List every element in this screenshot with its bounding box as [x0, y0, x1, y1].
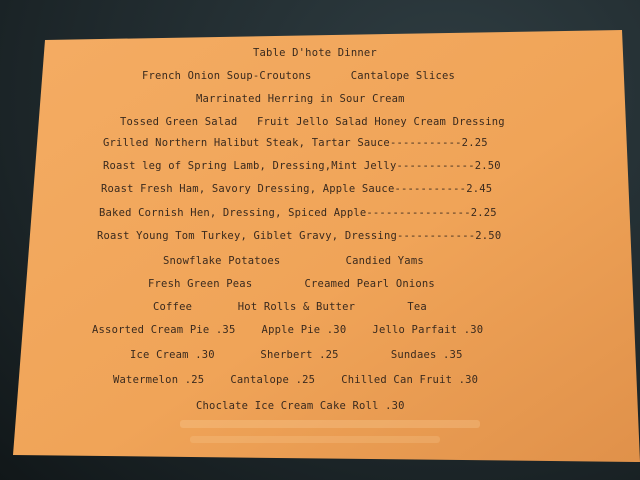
entree-cornish-hen: Baked Cornish Hen, Dressing, Spiced Apple----------------2.25 [99, 207, 497, 219]
sides-line-2: Fresh Green Peas Creamed Pearl Onions [148, 278, 435, 290]
menu-title: Table D'hote Dinner [253, 47, 377, 59]
sides-line-1: Snowflake Potatoes Candied Yams [163, 255, 424, 267]
starters-line-2: Marrinated Herring in Sour Cream [196, 93, 405, 105]
show-through-text-2 [190, 436, 440, 443]
show-through-text [180, 420, 480, 428]
salads-line: Tossed Green Salad Fruit Jello Salad Honey Cream Dressing [120, 116, 505, 128]
entree-ham: Roast Fresh Ham, Savory Dressing, Apple Sauce-----------2.45 [101, 183, 493, 195]
entree-lamb: Roast leg of Spring Lamb, Dressing,Mint Jelly------------2.50 [103, 160, 501, 172]
desserts-line-3: Watermelon .25 Cantalope .25 Chilled Can Fruit .30 [113, 374, 479, 386]
desserts-line-1: Assorted Cream Pie .35 Apple Pie .30 Jello Parfait .30 [92, 324, 484, 336]
entree-turkey: Roast Young Tom Turkey, Giblet Gravy, Dressing------------2.50 [97, 230, 502, 242]
drinks-line: Coffee Hot Rolls & Butter Tea [153, 301, 427, 313]
starters-line-1: French Onion Soup-Croutons Cantalope Slices [142, 70, 456, 82]
entree-halibut: Grilled Northern Halibut Steak, Tartar Sauce-----------2.25 [103, 137, 488, 149]
desserts-line-2: Ice Cream .30 Sherbert .25 Sundaes .35 [130, 349, 463, 361]
desserts-line-4: Choclate Ice Cream Cake Roll .30 [196, 400, 405, 412]
